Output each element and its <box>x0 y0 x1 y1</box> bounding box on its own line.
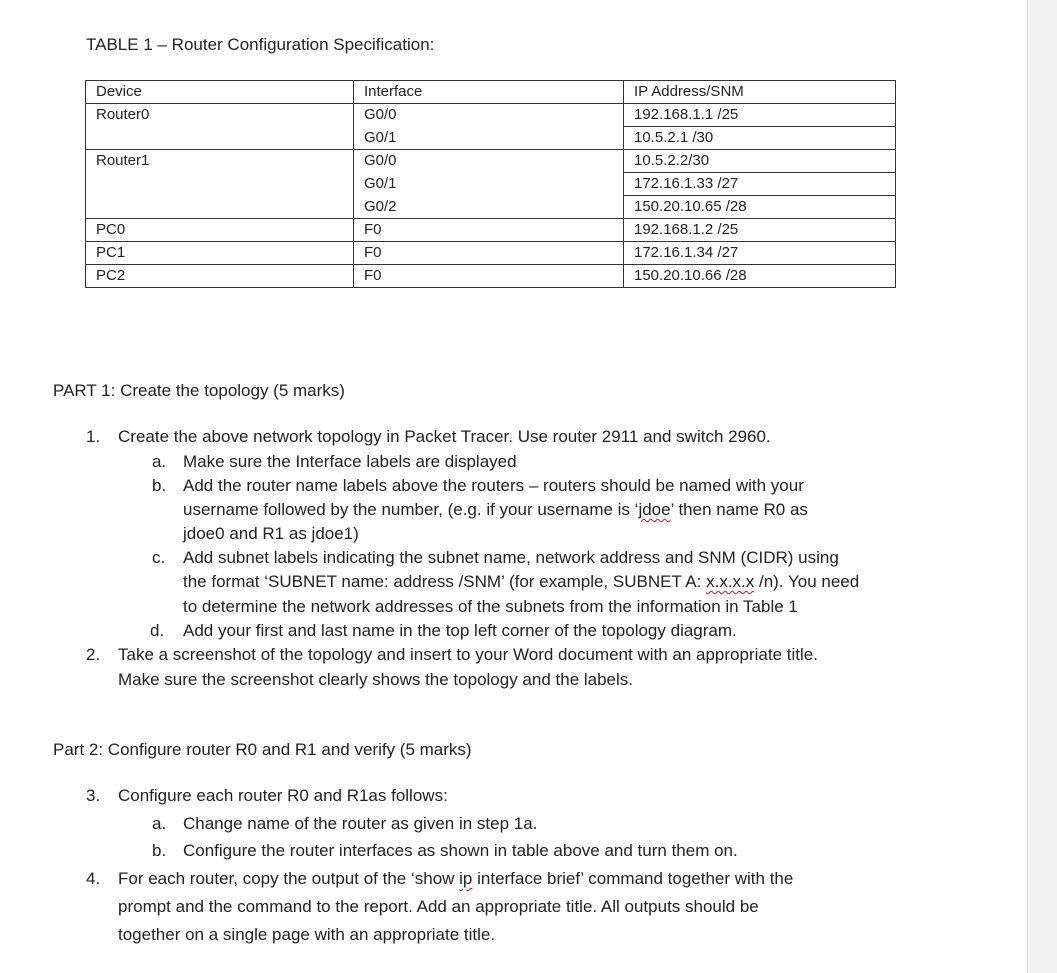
table-cell: 10.5.2.1 /30 <box>624 127 896 150</box>
item1b-line1: Add the router name labels above the routers – routers should be named with your <box>183 476 804 495</box>
item1d-text: Add your first and last name in the top left corner of the topology diagram. <box>183 621 737 640</box>
table-row <box>86 104 896 127</box>
item2-line2: Make sure the screenshot clearly shows the topology and the labels. <box>118 670 634 689</box>
subitem-label: c. <box>152 548 166 567</box>
item-number: 1. <box>86 427 101 446</box>
table-cell: G0/1 <box>354 173 624 196</box>
table-row <box>86 242 896 265</box>
table-cell: G0/0 <box>354 150 624 173</box>
window-gutter <box>1027 0 1057 973</box>
table-header-cell: Interface <box>354 81 624 104</box>
item-number: 2. <box>86 645 101 664</box>
router-config-table <box>85 80 896 288</box>
item1c-line3: to determine the network addresses of the subnets from the information in Table 1 <box>183 597 798 616</box>
table-cell <box>86 173 354 196</box>
table-cell <box>86 127 354 150</box>
table-cell: F0 <box>354 242 624 265</box>
table-cell: Router1 <box>86 150 354 173</box>
table-row <box>86 219 896 242</box>
item-number: 3. <box>86 786 101 805</box>
item3-text: Configure each router R0 and R1as follows: <box>118 786 448 805</box>
table-cell: 192.168.1.1 /25 <box>624 104 896 127</box>
item3a-text: Change name of the router as given in step 1a. <box>183 814 538 833</box>
spellcheck-word[interactable]: x.x.x.x <box>706 572 755 591</box>
table-row <box>86 150 896 173</box>
table-cell <box>86 196 354 219</box>
item4-line3: together on a single page with an appropriate title. <box>118 925 496 944</box>
table-cell: F0 <box>354 265 624 288</box>
table-cell: G0/0 <box>354 104 624 127</box>
item1b-line3: jdoe0 and R1 as jdoe1) <box>183 524 359 543</box>
table-row <box>86 127 896 150</box>
subitem-label: a. <box>152 814 167 833</box>
item1-text: Create the above network topology in Packet Tracer. Use router 2911 and switch 2960. <box>118 427 771 446</box>
table-cell: 172.16.1.34 /27 <box>624 242 896 265</box>
item-number: 4. <box>86 869 101 888</box>
subitem-label: d. <box>150 621 165 640</box>
item4-line1: For each router, copy the output of the ‘show ip interface brief’ command together with the <box>118 869 794 888</box>
subitem-label: b. <box>152 476 167 495</box>
table-header-row <box>86 81 896 104</box>
part2-heading: Part 2: Configure router R0 and R1 and verify (5 marks) <box>53 740 472 759</box>
table-cell: 150.20.10.65 /28 <box>624 196 896 219</box>
spellcheck-word[interactable]: ip <box>459 869 473 888</box>
table-header-cell: IP Address/SNM <box>624 81 896 104</box>
table-cell: 150.20.10.66 /28 <box>624 265 896 288</box>
table-header-cell: Device <box>86 81 354 104</box>
table-cell: PC0 <box>86 219 354 242</box>
table-cell: G0/1 <box>354 127 624 150</box>
table-cell: F0 <box>354 219 624 242</box>
part1-heading: PART 1: Create the topology (5 marks) <box>53 381 345 400</box>
spellcheck-word[interactable]: jdoe <box>638 500 671 519</box>
item3b-text: Configure the router interfaces as shown in table above and turn them on. <box>183 841 738 860</box>
subitem-label: b. <box>152 841 167 860</box>
item1b-line2: username followed by the number, (e.g. if your username is ‘jdoe’ then name R0 as <box>183 500 808 519</box>
table-cell: 192.168.1.2 /25 <box>624 219 896 242</box>
item1a-text: Make sure the Interface labels are displayed <box>183 452 517 471</box>
item1c-line1: Add subnet labels indicating the subnet name, network address and SNM (CIDR) using <box>183 548 839 567</box>
table-row <box>86 265 896 288</box>
subitem-label: a. <box>152 452 167 471</box>
item2-line1: Take a screenshot of the topology and insert to your Word document with an appropriate title. <box>118 645 818 664</box>
table-row <box>86 196 896 219</box>
table-cell: Router0 <box>86 104 354 127</box>
table-cell: 172.16.1.33 /27 <box>624 173 896 196</box>
table-title: TABLE 1 – Router Configuration Specification: <box>86 35 435 54</box>
table-cell: 10.5.2.2/30 <box>624 150 896 173</box>
table-cell: PC1 <box>86 242 354 265</box>
item4-line2: prompt and the command to the report. Add an appropriate title. All outputs should be <box>118 897 759 916</box>
table-cell: PC2 <box>86 265 354 288</box>
item1c-line2: the format ‘SUBNET name: address /SNM’ (for example, SUBNET A: x.x.x.x /n). You need <box>183 572 860 591</box>
table-cell: G0/2 <box>354 196 624 219</box>
table-row <box>86 173 896 196</box>
